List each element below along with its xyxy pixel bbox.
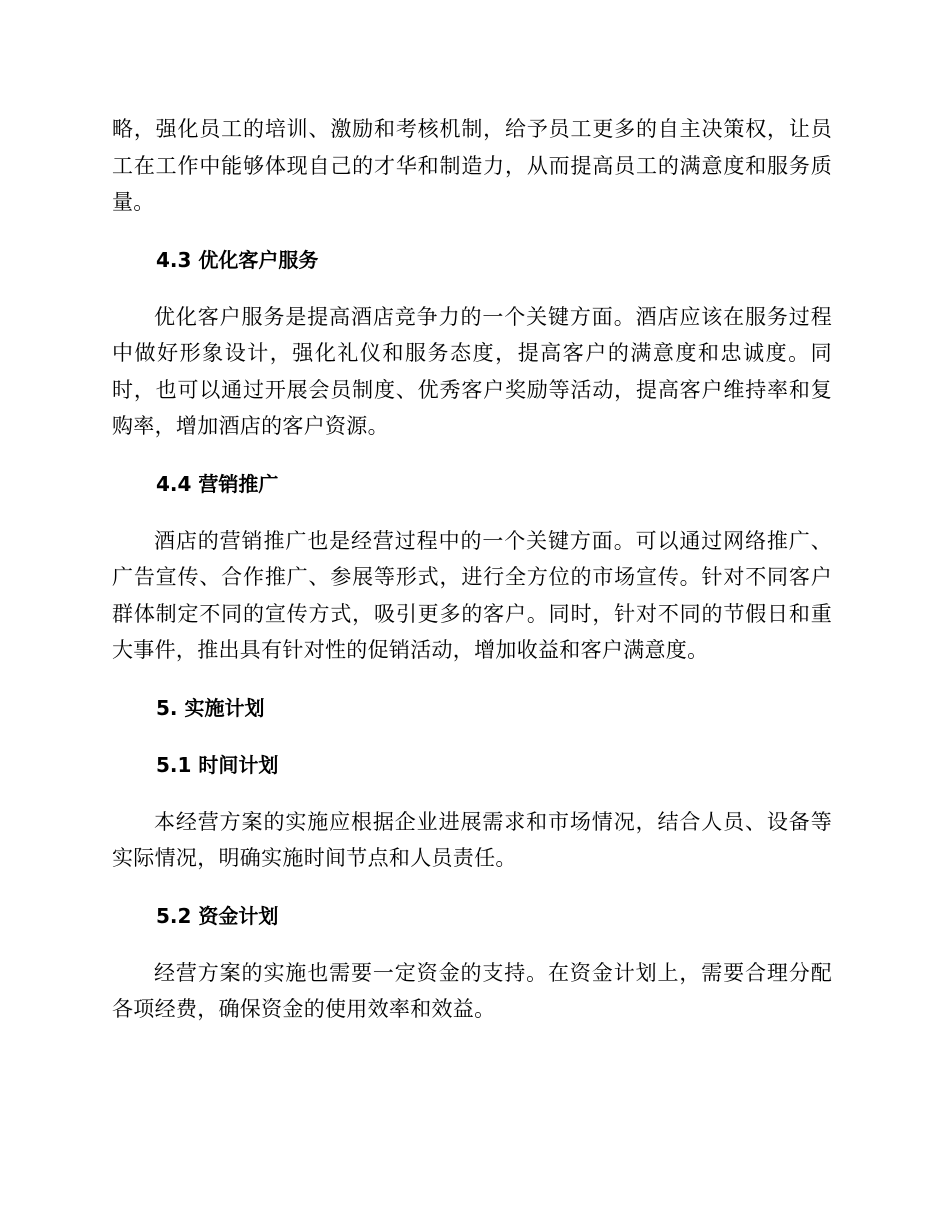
heading-4-3: 4.3 优化客户服务 — [156, 247, 319, 272]
paragraph-fund-plan: 经营方案的实施也需要一定资金的支持。在资金计划上，需要合理分配各项经费，确保资金的使用效率和效益。 — [112, 960, 832, 1021]
paragraph-customer-service: 优化客户服务是提高酒店竞争力的一个关键方面。酒店应该在服务过程中做好形象设计，强化礼仪和服务态度，提高客户的满意度和忠诚度。同时，也可以通过开展会员制度、优秀客户奖励等活动，提高客户维持率和复购率，增加酒店的客户资源。 — [112, 304, 832, 438]
heading-4-4: 4.4 营销推广 — [156, 471, 279, 496]
paragraph-time-plan: 本经营方案的实施应根据企业进展需求和市场情况，结合人员、设备等实际情况，明确实施时间节点和人员责任。 — [112, 809, 832, 870]
paragraph-staff-training: 略，强化员工的培训、激励和考核机制，给予员工更多的自主决策权，让员工在工作中能够体现自己的才华和制造力，从而提高员工的满意度和服务质量。 — [112, 117, 832, 214]
heading-5: 5. 实施计划 — [156, 695, 265, 720]
heading-5-2: 5.2 资金计划 — [156, 903, 279, 928]
paragraph-marketing: 酒店的营销推广也是经营过程中的一个关键方面。可以通过网络推广、广告宣传、合作推广、参展等形式，进行全方位的市场宣传。针对不同客户群体制定不同的宣传方式，吸引更多的客户。同时，针对不同的节假日和重大事件，推出具有针对性的促销活动，增加收益和客户满意度。 — [112, 528, 832, 662]
heading-5-1: 5.1 时间计划 — [156, 752, 279, 777]
document-body — [112, 111, 832, 1028]
